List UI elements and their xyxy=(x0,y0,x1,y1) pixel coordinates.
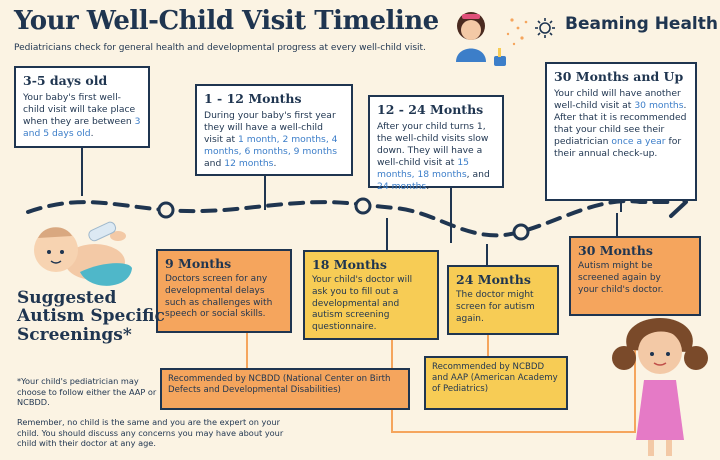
ncbdd-recommendation: Recommended by NCBDD (National Center on Birth Defects and Developmental Disabilities) xyxy=(160,368,410,410)
screening-text: The doctor might screen for autism again. xyxy=(456,290,535,324)
timeline-path xyxy=(28,201,668,235)
remember-note: Remember, no child is the same and you are the expert on your child. You should discuss any concerns you may have about your child with their doctor at any age. xyxy=(17,417,284,449)
page-title: Your Well-Child Visit Timeline xyxy=(14,6,439,36)
screening-card-24-months xyxy=(447,265,559,335)
brand-logo xyxy=(535,14,718,34)
visit-text: After your child turns 1, the well-child visits slow down. They will have a well-child visit at 15 months, 18 months, and 24 months. xyxy=(377,120,490,193)
brand-name: Beaming Health xyxy=(565,14,718,34)
visit-text: Your child will have another well-child visit at 30 months. After that it is recommended that your child see their pediatrician once a year for their annual check-up. xyxy=(554,87,687,160)
visit-heading: 12 - 24 Months xyxy=(377,102,484,117)
visit-card-3-5-days xyxy=(14,66,150,148)
screening-heading: 24 Months xyxy=(456,272,531,287)
girl-illustration xyxy=(612,318,708,456)
screening-card-18-months xyxy=(303,250,439,340)
suggested-screenings-title: Suggested Autism Specific Screenings* xyxy=(17,288,165,345)
screening-card-30-months xyxy=(569,236,701,316)
timeline-node xyxy=(356,199,370,213)
visit-card-12-24-months xyxy=(368,95,504,193)
visit-heading: 30 Months and Up xyxy=(554,69,684,84)
visit-card-1-12-months xyxy=(195,84,353,176)
baby-illustration xyxy=(34,221,132,286)
visit-text: During your baby's first year they will have a well-child visit at 1 month, 2 months, 4 months, 6 months, 9 months and 12 months. xyxy=(204,109,338,170)
visit-text: Your baby's first well-child visit will take place when they are between 3 and 5 days old. xyxy=(23,91,141,139)
page-subtitle: Pediatricians check for general health and developmental progress at every well-child visit. xyxy=(14,43,426,53)
screening-heading: 30 Months xyxy=(578,243,653,258)
visit-heading: 3-5 days old xyxy=(23,73,108,88)
screening-text: Doctors screen for any developmental delays such as challenges with speech or social skills. xyxy=(165,274,273,320)
screening-text: Autism might be screened again by your child's doctor. xyxy=(578,261,664,295)
screening-heading: 18 Months xyxy=(312,257,387,272)
visit-heading: 1 - 12 Months xyxy=(204,91,302,106)
doctor-illustration xyxy=(456,12,527,66)
timeline-node xyxy=(159,203,173,217)
screening-heading: 9 Months xyxy=(165,256,232,271)
aap-recommendation: Recommended by NCBDD and AAP (American Academy of Pediatrics) xyxy=(424,356,568,410)
screening-text: Your child's doctor will ask you to fill out a developmental and autism screening questionnaire. xyxy=(312,275,413,332)
footnote: *Your child's pediatrician may choose to follow either the AAP or NCBDD. xyxy=(17,376,157,408)
visit-card-30-months-up xyxy=(545,62,697,201)
timeline-node xyxy=(514,225,528,239)
